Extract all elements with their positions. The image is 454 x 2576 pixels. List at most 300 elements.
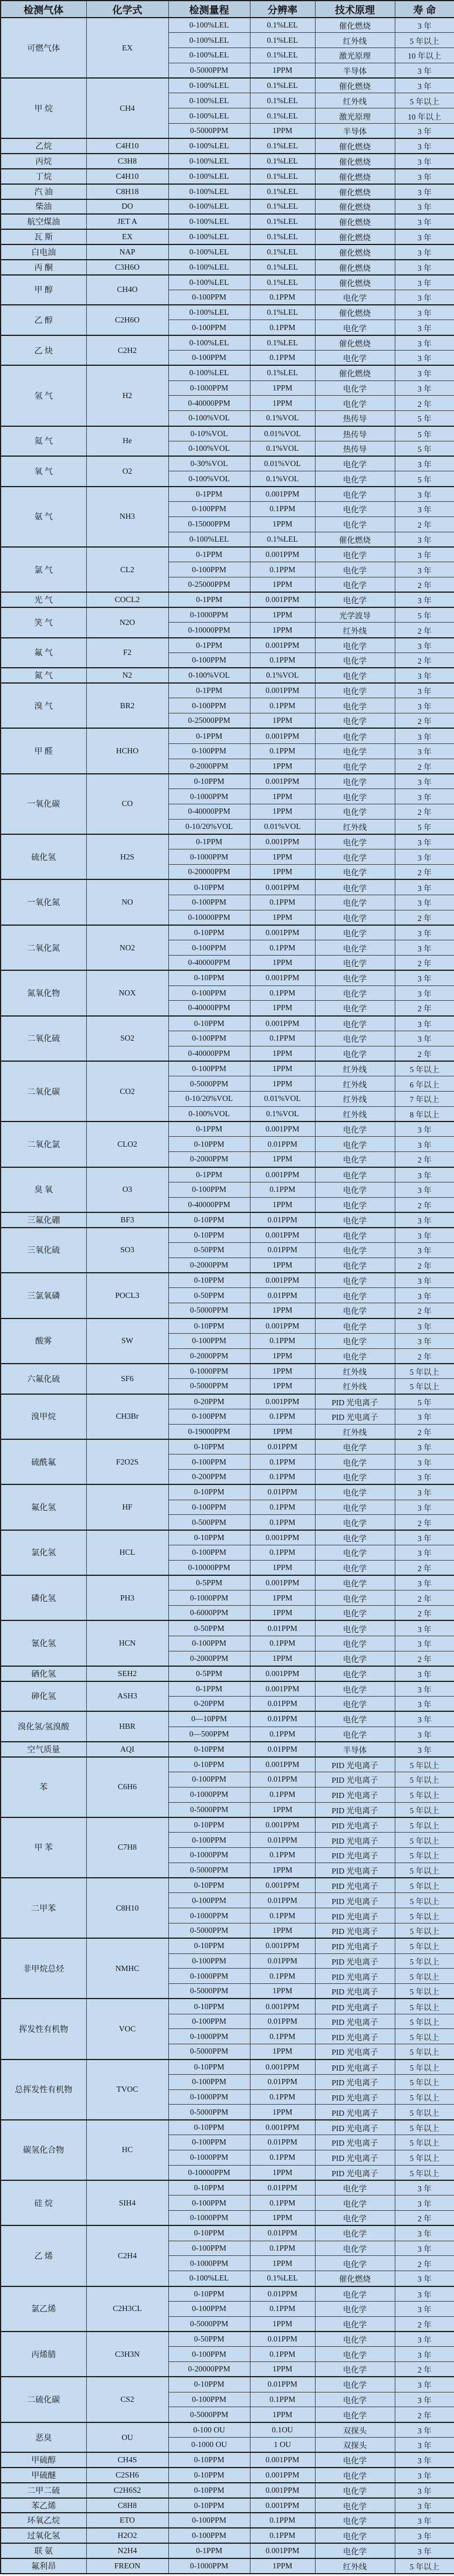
table-row [1, 1757, 454, 1772]
resolution-cell: 0.001PPM [250, 1530, 315, 1545]
resolution-cell: 0.001PPM [250, 1016, 315, 1031]
table-row [1, 2225, 454, 2241]
resolution-cell: 1PPM [250, 759, 315, 774]
resolution-cell: 1PPM [250, 1606, 315, 1621]
principle-cell: 电化学 [315, 2241, 395, 2256]
resolution-cell: 0.1%VOL [250, 1106, 315, 1122]
principle-cell: PID 光电离子 [315, 1863, 395, 1878]
resolution-cell: 0.01PPM [250, 2286, 315, 2302]
lifespan-cell: 3 年 [395, 2347, 454, 2362]
principle-cell: 电化学 [315, 1333, 395, 1348]
principle-cell: 电化学 [315, 2256, 395, 2271]
resolution-cell: 0.001PPM [250, 925, 315, 940]
resolution-cell: 0.1PPM [250, 2347, 315, 2362]
lifespan-cell: 3 年 [395, 562, 454, 577]
principle-cell: 催化燃烧 [315, 244, 395, 260]
range-cell: 0-1PPM [168, 683, 250, 698]
gas-name-cell: 乙 炔 [1, 335, 86, 366]
lifespan-cell: 5 年以上 [395, 1833, 454, 1848]
gas-name-cell: 汽 油 [1, 184, 86, 199]
principle-cell: 电化学 [315, 1258, 395, 1273]
range-cell: 0-100PPM [168, 1953, 250, 1969]
principle-cell: 电化学 [315, 1318, 395, 1334]
range-cell: 0-20000PPM [168, 2362, 250, 2377]
range-cell: 0—10PPM [168, 1711, 250, 1727]
resolution-cell: 0.01PPM [250, 2074, 315, 2089]
range-cell: 0-20PPM [168, 1696, 250, 1711]
gas-name-cell: 氯乙烯 [1, 2286, 86, 2332]
principle-cell: 电化学 [315, 668, 395, 683]
range-cell: 0-1000PPM [168, 1787, 250, 1802]
resolution-cell: 1PPM [250, 2316, 315, 2332]
table-row [1, 2060, 454, 2075]
range-cell: 0-100%LEL [168, 199, 250, 215]
principle-cell: 电化学 [315, 849, 395, 865]
lifespan-cell: 3 年 [395, 2286, 454, 2302]
gas-formula-cell: BR2 [86, 683, 168, 728]
range-cell: 0-100%LEL [168, 244, 250, 260]
resolution-cell: 1PPM [250, 865, 315, 880]
resolution-cell: 0.1PPM [250, 2301, 315, 2316]
range-cell: 0-100PPM [168, 1500, 250, 1515]
gas-name-cell: 乙 烯 [1, 2225, 86, 2286]
resolution-cell: 1PPM [250, 1651, 315, 1666]
lifespan-cell: 5 年以上 [395, 1893, 454, 1908]
table-row [1, 1318, 454, 1334]
table-row [1, 2483, 454, 2498]
principle-cell: 电化学 [315, 925, 395, 940]
resolution-cell: 0.001PPM [250, 547, 315, 562]
lifespan-cell: 2 年 [395, 910, 454, 925]
lifespan-cell: 2 年 [395, 1303, 454, 1318]
principle-cell: 红外线 [315, 2558, 395, 2574]
resolution-cell: 0.01PPM [250, 1243, 315, 1258]
lifespan-cell: 3 年 [395, 1167, 454, 1182]
resolution-cell: 0.1OU [250, 2422, 315, 2438]
resolution-cell: 0.1PPM [250, 1545, 315, 1560]
gas-name-cell: 氟化氢 [1, 1484, 86, 1530]
lifespan-cell: 2 年 [395, 1515, 454, 1530]
lifespan-cell: 3 年 [395, 138, 454, 154]
gas-table-body [1, 18, 454, 2574]
lifespan-cell: 3 年 [395, 244, 454, 260]
range-cell: 0-100PPM [168, 2196, 250, 2211]
lifespan-cell: 2 年 [395, 1651, 454, 1666]
range-cell: 0-1PPM [168, 2543, 250, 2558]
principle-cell: 电化学 [315, 2498, 395, 2513]
range-cell: 0-1000PPM [168, 2029, 250, 2044]
resolution-cell: 0.1PPM [250, 1847, 315, 1863]
principle-cell: 催化燃烧 [315, 275, 395, 290]
gas-formula-cell: EX [86, 229, 168, 244]
principle-cell: PID 光电离子 [315, 1802, 395, 1817]
lifespan-cell: 3 年 [395, 638, 454, 653]
range-cell: 0-100%LEL [168, 184, 250, 199]
principle-cell: 红外线 [315, 1076, 395, 1092]
range-cell: 0-1000PPM [168, 2150, 250, 2165]
range-cell: 0-10PPM [168, 2060, 250, 2075]
lifespan-cell: 5 年以上 [395, 2014, 454, 2029]
principle-cell: 电化学 [315, 895, 395, 910]
resolution-cell: 0.1PPM [250, 1454, 315, 1470]
range-cell: 0-100PPM [168, 1893, 250, 1908]
principle-cell: 红外线 [315, 1364, 395, 1379]
table-row [1, 1394, 454, 1409]
range-cell: 0-100PPM [168, 1833, 250, 1848]
range-cell: 0-10/20%VOL [168, 819, 250, 834]
resolution-cell: 0.01PPM [250, 1953, 315, 1969]
table-row [1, 1742, 454, 1757]
lifespan-cell: 3 年 [395, 940, 454, 956]
range-cell: 0-10PPM [168, 2483, 250, 2498]
gas-name-cell: 丁烷 [1, 169, 86, 184]
principle-cell: 电化学 [315, 2543, 395, 2558]
lifespan-cell: 3 年 [395, 1711, 454, 1727]
principle-cell: 电化学 [315, 1031, 395, 1046]
lifespan-cell: 5 年以上 [395, 2135, 454, 2150]
header-formula: 化学式 [86, 1, 168, 18]
table-row [1, 1666, 454, 1681]
header-principle: 技术原理 [315, 1, 395, 18]
lifespan-cell: 3 年 [395, 2422, 454, 2438]
gas-name-cell: 氧 气 [1, 456, 86, 487]
gas-formula-cell: SF6 [86, 1364, 168, 1394]
principle-cell: 电化学 [315, 2407, 395, 2422]
range-cell: 0-1000PPM [168, 1969, 250, 1984]
principle-cell: 电化学 [315, 1711, 395, 1727]
gas-name-cell: 乙 醇 [1, 305, 86, 335]
table-row [1, 78, 454, 93]
resolution-cell: 0.01PPM [250, 1137, 315, 1152]
range-cell: 0-1PPM [168, 1122, 250, 1137]
table-row [1, 487, 454, 502]
resolution-cell: 0.001PPM [250, 2498, 315, 2513]
gas-formula-cell: N2H4 [86, 2543, 168, 2558]
range-cell: 0-10PPM [168, 2377, 250, 2392]
gas-formula-cell: C7H8 [86, 1817, 168, 1878]
resolution-cell: 0.01PPM [250, 1696, 315, 1711]
lifespan-cell: 2 年 [395, 1560, 454, 1575]
gas-name-cell: 二氧化碳 [1, 1061, 86, 1122]
gas-formula-cell: N2O [86, 607, 168, 638]
gas-formula-cell: C8H10 [86, 1878, 168, 1938]
lifespan-cell: 3 年 [395, 1470, 454, 1485]
resolution-cell: 0.1PPM [250, 2392, 315, 2407]
range-cell: 0-5000PPM [168, 2105, 250, 2120]
resolution-cell: 0.01PPM [250, 2180, 315, 2196]
resolution-cell: 0.1%LEL [250, 169, 315, 184]
principle-cell: 电化学 [315, 879, 395, 895]
lifespan-cell: 3 年 [395, 1439, 454, 1454]
principle-cell: 电化学 [315, 2347, 395, 2362]
gas-formula-cell: C8H18 [86, 184, 168, 199]
resolution-cell: 1PPM [250, 1152, 315, 1167]
gas-name-cell: 一氧化氮 [1, 879, 86, 925]
resolution-cell: 0.1PPM [250, 2029, 315, 2044]
gas-name-cell: 氟利昂 [1, 2558, 86, 2574]
resolution-cell: 0.01PPM [250, 1893, 315, 1908]
lifespan-cell: 3 年 [395, 214, 454, 229]
gas-name-cell: 氯化氢 [1, 1530, 86, 1575]
lifespan-cell: 5 年以上 [395, 1969, 454, 1984]
principle-cell: PID 光电离子 [315, 1847, 395, 1863]
gas-name-cell: 酸雾 [1, 1318, 86, 1364]
lifespan-cell: 2 年 [395, 1258, 454, 1273]
lifespan-cell: 3 年 [395, 789, 454, 804]
gas-formula-cell: H2O2 [86, 2528, 168, 2543]
range-cell: 0-100PPM [168, 2241, 250, 2256]
lifespan-cell: 3 年 [395, 1318, 454, 1334]
lifespan-cell: 5 年以上 [395, 1923, 454, 1938]
gas-formula-cell: CH3Br [86, 1394, 168, 1439]
principle-cell: 红外线 [315, 33, 395, 48]
resolution-cell: 0.01PPM [250, 2014, 315, 2029]
resolution-cell: 0.1PPM [250, 1182, 315, 1197]
principle-cell: 催化燃烧 [315, 532, 395, 547]
range-cell: 0-100%LEL [168, 138, 250, 154]
resolution-cell: 1PPM [250, 2256, 315, 2271]
range-cell: 0-100PPM [168, 653, 250, 668]
lifespan-cell: 5 年以上 [395, 2074, 454, 2089]
principle-cell: 电化学 [315, 1212, 395, 1228]
resolution-cell: 0.01PPM [250, 2225, 315, 2241]
lifespan-cell: 2 年 [395, 1197, 454, 1212]
lifespan-cell: 3 年 [395, 2498, 454, 2513]
gas-name-cell: 氮 气 [1, 668, 86, 683]
lifespan-cell: 5 年以上 [395, 1364, 454, 1379]
gas-formula-cell: NO [86, 879, 168, 925]
gas-formula-cell: C2SH6 [86, 2468, 168, 2483]
range-cell: 0-10PPM [168, 2452, 250, 2468]
gas-formula-cell: HCN [86, 1620, 168, 1666]
principle-cell: 电化学 [315, 2362, 395, 2377]
resolution-cell: 1PPM [250, 955, 315, 970]
lifespan-cell: 3 年 [395, 1409, 454, 1424]
range-cell: 0-10PPM [168, 2120, 250, 2135]
principle-cell: PID 光电离子 [315, 1787, 395, 1802]
range-cell: 0-100%VOL [168, 441, 250, 456]
lifespan-cell: 2 年 [395, 2316, 454, 2332]
resolution-cell: 0.01%VOL [250, 426, 315, 441]
principle-cell: 电化学 [315, 865, 395, 880]
principle-cell: 电化学 [315, 1727, 395, 1742]
gas-name-cell: 环氧乙烷 [1, 2513, 86, 2528]
lifespan-cell: 5 年以上 [395, 1802, 454, 1817]
range-cell: 0-1000PPM [168, 1364, 250, 1379]
lifespan-cell: 5 年以上 [395, 1878, 454, 1893]
gas-name-cell: 砷化氢 [1, 1681, 86, 1712]
resolution-cell: 0.001PPM [250, 970, 315, 985]
resolution-cell: 0.1PPM [250, 895, 315, 910]
lifespan-cell: 2 年 [395, 1424, 454, 1439]
range-cell: 0-5000PPM [168, 1923, 250, 1938]
resolution-cell: 1PPM [250, 2044, 315, 2060]
table-row [1, 1575, 454, 1591]
resolution-cell: 0.1%LEL [250, 532, 315, 547]
range-cell: 0-100PPM [168, 351, 250, 366]
range-cell: 0-10PPM [168, 1212, 250, 1228]
resolution-cell: 1PPM [250, 1802, 315, 1817]
gas-name-cell: 挥发性有机物 [1, 1999, 86, 2059]
lifespan-cell: 3 年 [395, 1484, 454, 1500]
table-row [1, 1212, 454, 1228]
principle-cell: 电化学 [315, 1273, 395, 1288]
principle-cell: 电化学 [315, 2211, 395, 2226]
principle-cell: 催化燃烧 [315, 138, 395, 154]
gas-name-cell: 硅 烷 [1, 2180, 86, 2225]
gas-formula-cell: OU [86, 2422, 168, 2453]
range-cell: 0-10PPM [168, 2498, 250, 2513]
lifespan-cell: 2 年 [395, 2211, 454, 2226]
table-row [1, 184, 454, 199]
principle-cell: 电化学 [315, 1530, 395, 1545]
resolution-cell: 1PPM [250, 1591, 315, 1606]
range-cell: 0-5000PPM [168, 1802, 250, 1817]
range-cell: 0-100PPM [168, 2347, 250, 2362]
resolution-cell: 0.001PPM [250, 1681, 315, 1697]
range-cell: 0-500PPM [168, 1515, 250, 1530]
principle-cell: 电化学 [315, 2452, 395, 2468]
lifespan-cell: 2 年 [395, 1591, 454, 1606]
lifespan-cell: 3 年 [395, 1545, 454, 1560]
lifespan-cell: 3 年 [395, 275, 454, 290]
resolution-cell: 0.1%LEL [250, 275, 315, 290]
range-cell: 0-100PPM [168, 562, 250, 577]
principle-cell: PID 光电离子 [315, 1833, 395, 1848]
range-cell: 0-1PPM [168, 834, 250, 849]
principle-cell: PID 光电离子 [315, 1893, 395, 1908]
table-row [1, 2513, 454, 2528]
gas-name-cell: 硒化氢 [1, 1666, 86, 1681]
table-row [1, 2377, 454, 2392]
principle-cell: 电化学 [315, 471, 395, 487]
principle-cell: 电化学 [315, 290, 395, 305]
range-cell: 0-100%LEL [168, 275, 250, 290]
principle-cell: 激光原理 [315, 108, 395, 124]
lifespan-cell: 3 年 [395, 124, 454, 139]
range-cell: 0-1PPM [168, 728, 250, 743]
gas-formula-cell: TVOC [86, 2060, 168, 2120]
range-cell: 0-100%LEL [168, 33, 250, 48]
range-cell: 0-15000PPM [168, 516, 250, 532]
resolution-cell: 0.1%LEL [250, 260, 315, 275]
table-row [1, 879, 454, 895]
lifespan-cell: 3 年 [395, 1696, 454, 1711]
range-cell: 0-100PPM [168, 502, 250, 517]
range-cell: 0-40000PPM [168, 1046, 250, 1061]
range-cell: 0-1000PPM [168, 849, 250, 865]
gas-formula-cell: O3 [86, 1167, 168, 1212]
principle-cell: 电化学 [315, 2483, 395, 2498]
gas-formula-cell: H2S [86, 834, 168, 879]
lifespan-cell: 3 年 [395, 1666, 454, 1681]
principle-cell: 半导体 [315, 1742, 395, 1757]
gas-formula-cell: CL2 [86, 547, 168, 592]
range-cell: 0-10PPM [168, 1878, 250, 1893]
resolution-cell: 0.1%LEL [250, 78, 315, 93]
principle-cell: 电化学 [315, 2286, 395, 2302]
table-row [1, 365, 454, 380]
gas-formula-cell: C2H6S2 [86, 2483, 168, 2498]
range-cell: 0-5000PPM [168, 1379, 250, 1394]
table-row [1, 1167, 454, 1182]
lifespan-cell: 3 年 [395, 1620, 454, 1636]
principle-cell: 电化学 [315, 2196, 395, 2211]
principle-cell: 红外线 [315, 1379, 395, 1394]
lifespan-cell: 3 年 [395, 380, 454, 396]
resolution-cell: 0.1PPM [250, 1969, 315, 1984]
principle-cell: PID 光电离子 [315, 1923, 395, 1938]
range-cell: 0-100PPM [168, 940, 250, 956]
principle-cell: 电化学 [315, 1046, 395, 1061]
gas-name-cell: 二氧化氮 [1, 925, 86, 970]
range-cell: 0-1000PPM [168, 2089, 250, 2105]
gas-name-cell: 光 气 [1, 592, 86, 607]
principle-cell: 电化学 [315, 562, 395, 577]
table-row [1, 1878, 454, 1893]
resolution-cell: 0.001PPM [250, 2120, 315, 2135]
resolution-cell: 0.1PPM [250, 290, 315, 305]
range-cell: 0-5000PPM [168, 63, 250, 78]
gas-formula-cell: ETO [86, 2513, 168, 2528]
resolution-cell: 0.01PPM [250, 1742, 315, 1757]
gas-name-cell: 甲 苯 [1, 1817, 86, 1878]
table-row [1, 2468, 454, 2483]
resolution-cell: 1PPM [250, 1061, 315, 1076]
range-cell: 0-10PPM [168, 879, 250, 895]
lifespan-cell: 3 年 [395, 2301, 454, 2316]
range-cell: 0-100%LEL [168, 108, 250, 124]
principle-cell: 红外线 [315, 1061, 395, 1076]
gas-name-cell: 三氧化硫 [1, 1228, 86, 1273]
resolution-cell: 0.001PPM [250, 1318, 315, 1334]
table-row [1, 774, 454, 789]
range-cell: 0-10PPM [168, 1742, 250, 1757]
lifespan-cell: 3 年 [395, 698, 454, 713]
range-cell: 0-10PPM [168, 2468, 250, 2483]
principle-cell: 电化学 [315, 789, 395, 804]
gas-formula-cell: C4H10 [86, 169, 168, 184]
range-cell: 0-100%VOL [168, 668, 250, 683]
lifespan-cell: 3 年 [395, 547, 454, 562]
gas-name-cell: 白电油 [1, 244, 86, 260]
range-cell: 0-100PPM [168, 290, 250, 305]
resolution-cell: 1PPM [250, 2558, 315, 2574]
table-row [1, 335, 454, 351]
lifespan-cell: 5 年以上 [395, 1984, 454, 1999]
principle-cell: 电化学 [315, 638, 395, 653]
lifespan-cell: 5 年 [395, 607, 454, 623]
resolution-cell: 1PPM [250, 124, 315, 139]
table-row [1, 668, 454, 683]
gas-formula-cell: AQI [86, 1742, 168, 1757]
lifespan-cell: 3 年 [395, 184, 454, 199]
gas-name-cell: 氢 气 [1, 365, 86, 426]
gas-name-cell: 溴甲烷 [1, 1394, 86, 1439]
lifespan-cell: 3 年 [395, 1137, 454, 1152]
principle-cell: PID 光电离子 [315, 2150, 395, 2165]
lifespan-cell: 3 年 [395, 154, 454, 169]
lifespan-cell: 2 年 [395, 516, 454, 532]
table-row [1, 18, 454, 33]
gas-formula-cell: HCHO [86, 728, 168, 773]
resolution-cell: 0.1PPM [250, 320, 315, 335]
principle-cell: 电化学 [315, 2513, 395, 2528]
gas-name-cell: 甲 醇 [1, 275, 86, 305]
table-row [1, 1681, 454, 1697]
principle-cell: 催化燃烧 [315, 199, 395, 215]
lifespan-cell: 3 年 [395, 2483, 454, 2498]
